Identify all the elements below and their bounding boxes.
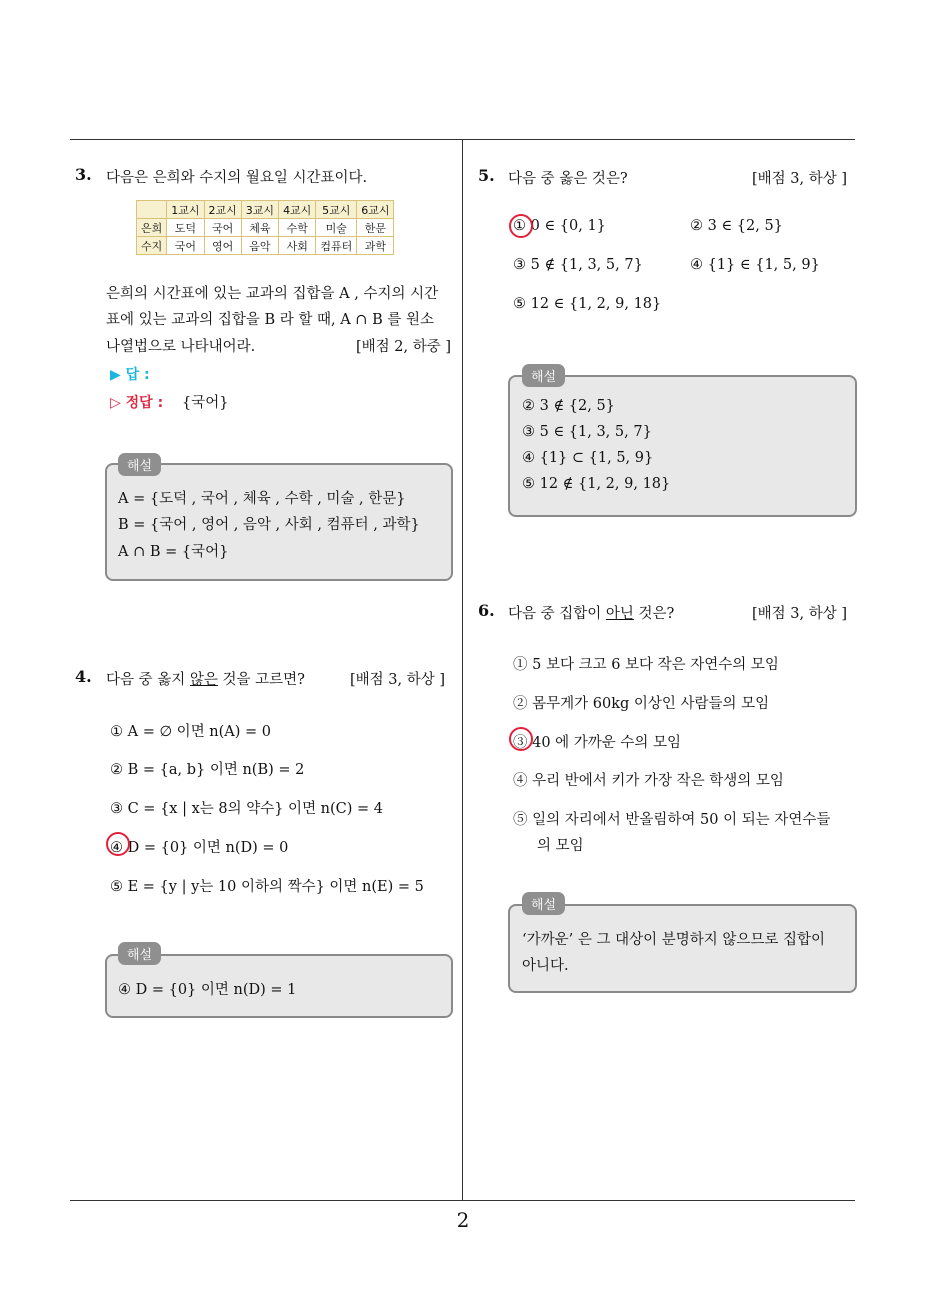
table-cell: 한문 xyxy=(357,219,394,237)
table-cell: 컴퓨터 xyxy=(316,237,357,255)
question-number: 3. xyxy=(75,165,92,184)
question-number: 6. xyxy=(478,601,495,620)
option-5-continued: 의 모임 xyxy=(537,838,584,854)
solution-tag: 해설 xyxy=(118,942,161,965)
table-cell: 2교시 xyxy=(204,201,241,219)
solution-tag: 해설 xyxy=(522,364,565,387)
table-cell: 수지 xyxy=(137,237,167,255)
question-number: 4. xyxy=(75,667,92,686)
solution-line: ⑤ 12 ∉ {1, 2, 9, 18} xyxy=(522,476,671,492)
option-5[interactable]: ⑤ 일의 자리에서 반올림하여 50 이 되는 자연수들 xyxy=(513,812,831,828)
option-4[interactable]: ④ {1} ∈ {1, 5, 9} xyxy=(690,257,820,273)
question-title xyxy=(508,602,674,623)
question-title xyxy=(106,668,305,689)
points-label: [배점 3, 하상 ] xyxy=(752,171,848,187)
question-body-line: 나열법으로 나타내어라. xyxy=(106,339,256,355)
table-cell: 도덕 xyxy=(167,219,204,237)
option-3[interactable]: ③ 40 에 가까운 수의 모임 xyxy=(513,735,682,751)
table-cell: 음악 xyxy=(241,237,278,255)
selected-mark-circle xyxy=(509,727,533,751)
solution-tag: 해설 xyxy=(118,453,161,476)
title-text: 다음 중 집합이 xyxy=(508,606,606,622)
solution-line: ④ D = {0} 이면 n(D) = 1 xyxy=(118,982,297,998)
table-cell: 1교시 xyxy=(167,201,204,219)
table-cell: 5교시 xyxy=(316,201,357,219)
correct-answer-value: {국어} xyxy=(182,395,229,411)
page-number: 2 xyxy=(456,1208,470,1232)
table-cell: 국어 xyxy=(204,219,241,237)
option-3[interactable]: ③ C = {x | x는 8의 약수} 이면 n(C) = 4 xyxy=(110,801,384,817)
solution-line: ② 3 ∉ {2, 5} xyxy=(522,398,615,414)
option-2[interactable]: ② 몸무게가 60kg 이상인 사람들의 모임 xyxy=(513,696,770,712)
solution-tag: 해설 xyxy=(522,892,565,915)
question-body-line: 은희의 시간표에 있는 교과의 집합을 A , 수지의 시간 xyxy=(106,286,439,302)
table-cell: 은희 xyxy=(137,219,167,237)
question-title: 다음 중 옳은 것은? xyxy=(508,171,628,187)
column-divider xyxy=(462,139,463,1201)
table-cell: 수학 xyxy=(279,219,316,237)
option-5[interactable]: ⑤ E = {y | y는 10 이하의 짝수} 이면 n(E) = 5 xyxy=(110,879,424,895)
solution-line: ‘가까운’ 은 그 대상이 분명하지 않으므로 집합이 xyxy=(522,932,826,948)
table-row xyxy=(137,219,394,237)
question-body-line: 표에 있는 교과의 집합을 B 라 할 때, A ∩ B 를 원소 xyxy=(106,312,434,328)
bottom-rule xyxy=(70,1200,855,1201)
option-2[interactable]: ② B = {a, b} 이면 n(B) = 2 xyxy=(110,762,305,778)
timetable-header-row xyxy=(137,201,394,219)
solution-line: ④ {1} ⊂ {1, 5, 9} xyxy=(522,450,654,466)
table-cell: 3교시 xyxy=(241,201,278,219)
points-label: [배점 3, 하상 ] xyxy=(350,672,446,688)
option-4[interactable]: ④ 우리 반에서 키가 가장 작은 학생의 모임 xyxy=(513,773,784,789)
table-cell: 과학 xyxy=(357,237,394,255)
timetable xyxy=(136,200,394,255)
points-label: [배점 2, 하중 ] xyxy=(356,339,452,355)
table-row xyxy=(137,237,394,255)
option-4[interactable]: ④ D = {0} 이면 n(D) = 0 xyxy=(110,840,289,856)
points-label: [배점 3, 하상 ] xyxy=(752,606,848,622)
option-1[interactable]: ① 0 ∈ {0, 1} xyxy=(513,218,606,234)
solution-line: B = {국어 , 영어 , 음악 , 사회 , 컴퓨터 , 과학} xyxy=(118,517,420,533)
title-text: 것을 고르면? xyxy=(217,672,305,688)
option-3[interactable]: ③ 5 ∉ {1, 3, 5, 7} xyxy=(513,257,643,273)
table-cell: 미술 xyxy=(316,219,357,237)
table-cell xyxy=(137,201,167,219)
solution-line: 아니다. xyxy=(522,958,569,974)
option-1[interactable]: ① 5 보다 크고 6 보다 작은 자연수의 모임 xyxy=(513,657,779,673)
title-underlined: 않은 xyxy=(189,672,218,688)
table-cell: 영어 xyxy=(204,237,241,255)
question-title: 다음은 은희와 수지의 월요일 시간표이다. xyxy=(106,170,368,186)
correct-answer-label: ▷ 정답 : xyxy=(110,395,164,411)
title-text: 다음 중 옳지 xyxy=(106,672,190,688)
option-5[interactable]: ⑤ 12 ∈ {1, 2, 9, 18} xyxy=(513,296,662,312)
answer-label: ▶ 답 : xyxy=(110,367,150,383)
solution-line: A ∩ B = {국어} xyxy=(118,544,229,560)
solution-box xyxy=(508,375,857,517)
option-1[interactable]: ① A = ∅ 이면 n(A) = 0 xyxy=(110,724,272,740)
option-2[interactable]: ② 3 ∈ {2, 5} xyxy=(690,218,783,234)
title-underlined: 아닌 xyxy=(605,606,634,622)
selected-mark-circle xyxy=(509,214,533,238)
solution-line: A = {도덕 , 국어 , 체육 , 수학 , 미술 , 한문} xyxy=(118,491,406,507)
selected-mark-circle xyxy=(106,832,130,856)
title-text: 것은? xyxy=(633,606,675,622)
table-cell: 체육 xyxy=(241,219,278,237)
solution-line: ③ 5 ∈ {1, 3, 5, 7} xyxy=(522,424,652,440)
table-cell: 사회 xyxy=(279,237,316,255)
question-number: 5. xyxy=(478,166,495,185)
table-cell: 4교시 xyxy=(279,201,316,219)
table-cell: 6교시 xyxy=(357,201,394,219)
table-cell: 국어 xyxy=(167,237,204,255)
